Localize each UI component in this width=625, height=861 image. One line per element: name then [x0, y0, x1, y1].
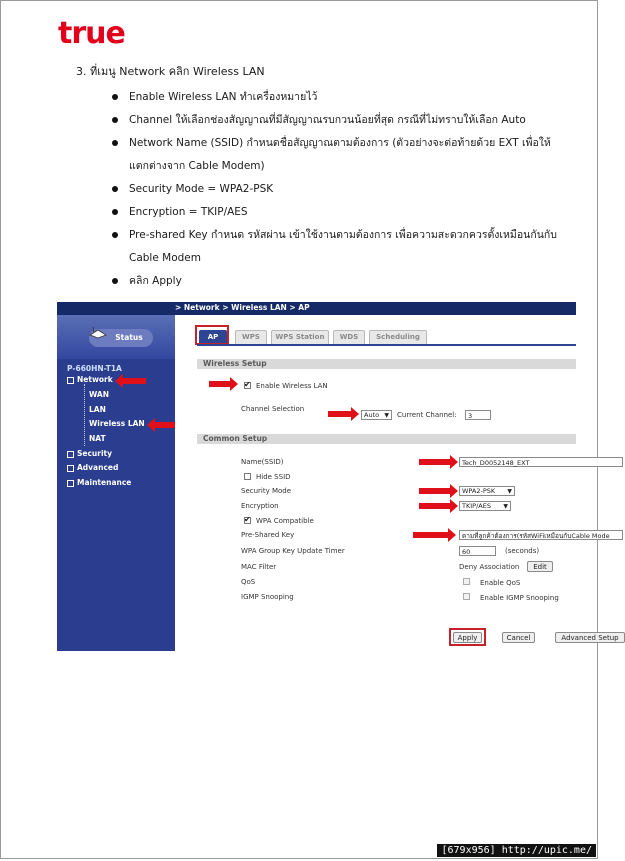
tab-wps[interactable]: WPS — [235, 330, 267, 345]
enable-wireless-label: Enable Wireless LAN — [256, 382, 328, 390]
current-channel-field: 3 — [465, 410, 491, 420]
sidebar-item-lan[interactable]: LAN — [89, 405, 106, 414]
cancel-button[interactable]: Cancel — [502, 632, 535, 643]
wireless-setup-header: Wireless Setup — [197, 359, 576, 369]
expand-icon — [67, 377, 74, 384]
ssid-input[interactable]: Tech_D0052148_EXT — [459, 457, 623, 467]
upic-watermark: [679x956] http://upic.me/ — [437, 844, 596, 857]
instruction-list — [112, 86, 567, 293]
main-panel — [175, 315, 619, 651]
red-arrow-encryption — [419, 503, 451, 509]
qos-label: QoS — [241, 578, 256, 586]
sidebar-item-wan[interactable]: WAN — [89, 390, 110, 399]
tab-underline — [197, 344, 576, 346]
red-arrow-ssid — [419, 459, 451, 465]
bullet-psk: Pre-shared Key กำหนด รหัสผ่าน เข้าใช้งานตามต้องการ เพื่อความสะดวกควรตั้งเหมือนกันกับ Cable Modem — [112, 224, 567, 270]
bullet-channel: Channel ให้เลือกช่องสัญญาณที่มีสัญญาณรบกวนน้อยที่สุด กรณีที่ไม่ทราบให้เลือก Auto — [112, 109, 567, 132]
breadcrumb: > Network > Wireless LAN > AP — [175, 303, 310, 312]
mac-filter-label: MAC Filter — [241, 563, 277, 571]
tab-scheduling[interactable]: Scheduling — [369, 330, 427, 345]
advanced-label: Advanced — [77, 463, 119, 472]
model-name: P-660HN-T1A — [67, 364, 122, 373]
red-arrow-channel — [328, 411, 352, 417]
ssid-label: Name(SSID) — [241, 458, 284, 466]
psk-label: Pre-Shared Key — [241, 531, 295, 539]
apply-button[interactable]: Apply — [453, 632, 482, 643]
igmp-label: IGMP Snooping — [241, 593, 294, 601]
encryption-select[interactable] — [459, 501, 511, 511]
chevron-down-icon: ▼ — [384, 412, 389, 419]
channel-select[interactable] — [361, 410, 392, 420]
sidebar — [57, 315, 175, 651]
common-setup-header: Common Setup — [197, 434, 576, 444]
sidebar-item-advanced[interactable] — [67, 463, 118, 472]
red-arrow-psk — [413, 532, 449, 538]
enable-igmp-label: Enable IGMP Snooping — [480, 594, 559, 602]
encryption-value: TKIP/AES — [462, 502, 491, 510]
step-heading: 3. ที่เมนู Network คลิก Wireless LAN — [76, 65, 265, 78]
red-arrow-security — [419, 488, 451, 494]
sidebar-item-security[interactable] — [67, 449, 112, 458]
channel-value: Auto — [364, 411, 380, 419]
wpa-compatible-checkbox[interactable] — [244, 517, 251, 524]
bullet-ssid: Network Name (SSID) กำหนดชื่อสัญญาณตามต้องการ (ตัวอย่างจะต่อท้ายด้วย EXT เพื่อให้แตกต่างจาก Cable Modem) — [112, 132, 567, 178]
igmp-checkbox[interactable] — [463, 593, 470, 600]
tab-wps-station[interactable]: WPS Station — [271, 330, 329, 345]
seconds-label: (seconds) — [505, 547, 540, 555]
expand-icon — [67, 451, 74, 458]
edit-button[interactable]: Edit — [527, 561, 553, 572]
expand-icon — [67, 465, 74, 472]
true-logo: true — [58, 16, 125, 51]
psk-input[interactable]: ตามที่ลูกค้าต้องการ(รหัสWiFiเหมือนกับCable Mode — [459, 530, 623, 540]
channel-label: Channel Selection — [241, 405, 305, 413]
router-screenshot — [57, 302, 619, 651]
group-key-input[interactable]: 60 — [459, 546, 496, 556]
security-label: Security — [77, 449, 113, 458]
group-key-label: WPA Group Key Update Timer — [241, 547, 345, 555]
sidebar-item-maintenance[interactable] — [67, 478, 131, 487]
bullet-encryption: Encryption = TKIP/AES — [112, 201, 567, 224]
mac-filter-value: Deny Association — [459, 563, 520, 571]
chevron-down-icon: ▼ — [507, 488, 512, 495]
encryption-label: Encryption — [241, 502, 279, 510]
enable-wireless-checkbox[interactable] — [244, 382, 251, 389]
chevron-down-icon: ▼ — [503, 503, 508, 510]
red-arrow-network — [122, 378, 146, 384]
tab-ap-highlight — [195, 325, 229, 345]
security-mode-value: WPA2-PSK — [462, 487, 496, 495]
sidebar-item-network[interactable] — [67, 375, 113, 384]
wpa-compatible-label: WPA Compatible — [256, 517, 314, 525]
hide-ssid-checkbox[interactable] — [244, 473, 251, 480]
tab-wds[interactable]: WDS — [333, 330, 365, 345]
sidebar-item-nat[interactable]: NAT — [89, 434, 106, 443]
bullet-enable-wlan: Enable Wireless LAN ทำเครื่องหมายไว้ — [112, 86, 567, 109]
tree-line — [84, 384, 85, 446]
hide-ssid-label: Hide SSID — [256, 473, 291, 481]
expand-icon — [67, 480, 74, 487]
security-mode-select[interactable] — [459, 486, 515, 496]
tab-ap[interactable]: AP — [199, 330, 227, 345]
bullet-security-mode: Security Mode = WPA2-PSK — [112, 178, 567, 201]
red-arrow-enable — [209, 381, 231, 387]
router-icon — [88, 327, 108, 339]
sidebar-item-wireless-lan[interactable]: Wireless LAN — [89, 419, 145, 428]
sidebar-header — [57, 315, 175, 359]
top-bar — [57, 302, 576, 315]
advanced-setup-button[interactable]: Advanced Setup — [555, 632, 625, 643]
enable-qos-label: Enable QoS — [480, 579, 521, 587]
current-channel-label: Current Channel: — [397, 411, 457, 419]
status-label: Status — [115, 333, 143, 342]
bullet-apply: คลิก Apply — [112, 270, 567, 293]
security-mode-label: Security Mode — [241, 487, 292, 495]
qos-checkbox[interactable] — [463, 578, 470, 585]
maintenance-label: Maintenance — [77, 478, 132, 487]
network-label: Network — [77, 375, 113, 384]
